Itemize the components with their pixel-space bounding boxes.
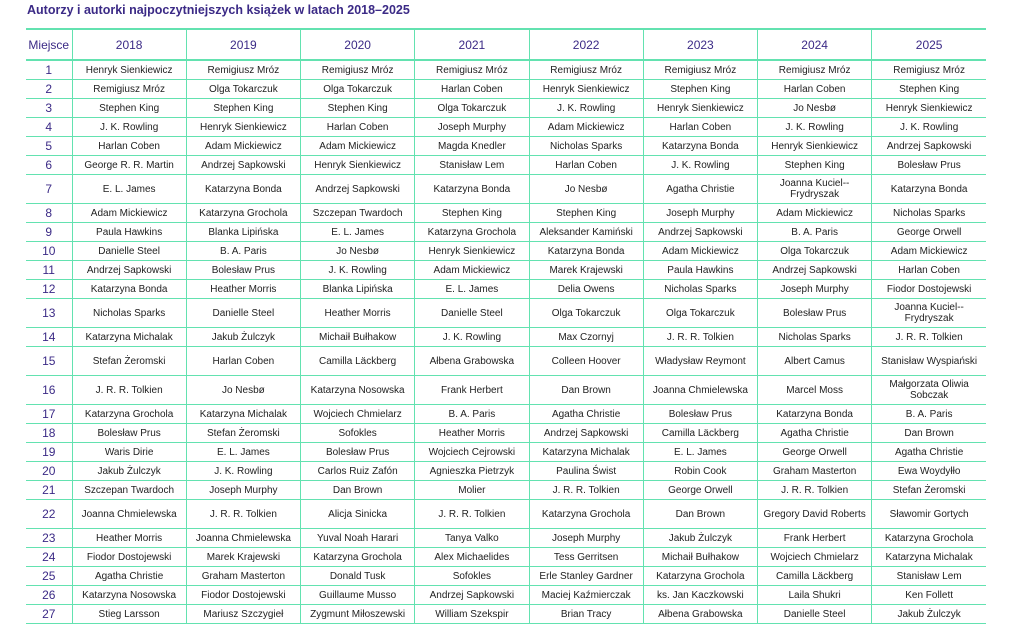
author-cell: Henryk Sienkiewicz: [72, 60, 186, 80]
author-cell: Yuval Noah Harari: [301, 529, 415, 548]
table-row: [26, 99, 986, 118]
table-row: [26, 605, 986, 624]
author-cell: Henryk Sienkiewicz: [529, 80, 643, 99]
table-row: [26, 462, 986, 481]
author-cell: Remigiusz Mróz: [415, 60, 529, 80]
header-rank: Miejsce: [26, 29, 72, 60]
author-cell: Jo Nesbø: [758, 99, 872, 118]
author-cell: Marcel Moss: [758, 376, 872, 405]
author-cell: Graham Masterton: [758, 462, 872, 481]
author-cell: Waris Dirie: [72, 443, 186, 462]
author-cell: Szczepan Twardoch: [72, 481, 186, 500]
author-cell: Andrzej Sapkowski: [186, 156, 300, 175]
author-cell: J. R. R. Tolkien: [72, 376, 186, 405]
author-cell: Stefan Żeromski: [186, 424, 300, 443]
author-cell: Andrzej Sapkowski: [872, 137, 986, 156]
author-cell: Magda Knedler: [415, 137, 529, 156]
author-cell: William Szekspir: [415, 605, 529, 624]
author-cell: George Orwell: [758, 443, 872, 462]
author-cell: Blanka Lipińska: [186, 223, 300, 242]
rank-cell: 5: [26, 137, 72, 156]
author-cell: Heather Morris: [186, 280, 300, 299]
author-cell: Adam Mickiewicz: [758, 204, 872, 223]
author-cell: Andrzej Sapkowski: [758, 261, 872, 280]
author-cell: E. L. James: [301, 223, 415, 242]
author-cell: Bolesław Prus: [72, 424, 186, 443]
rank-cell: 26: [26, 586, 72, 605]
author-cell: Nicholas Sparks: [872, 204, 986, 223]
table-row: [26, 481, 986, 500]
author-cell: Stefan Żeromski: [872, 481, 986, 500]
rank-cell: 18: [26, 424, 72, 443]
rank-cell: 16: [26, 376, 72, 405]
author-cell: Nicholas Sparks: [529, 137, 643, 156]
author-cell: Tanya Valko: [415, 529, 529, 548]
header-year: 2018: [72, 29, 186, 60]
author-cell: Katarzyna Bonda: [186, 175, 300, 204]
author-cell: Joanna Kuciel--Frydryszak: [872, 299, 986, 328]
author-cell: Zygmunt Miłoszewski: [301, 605, 415, 624]
table-row: [26, 328, 986, 347]
author-cell: Wojciech Chmielarz: [301, 405, 415, 424]
rank-cell: 23: [26, 529, 72, 548]
author-cell: Sofokles: [415, 567, 529, 586]
table-row: [26, 156, 986, 175]
author-cell: ks. Jan Kaczkowski: [643, 586, 757, 605]
author-cell: Paula Hawkins: [72, 223, 186, 242]
author-cell: Michaił Bułhakow: [643, 548, 757, 567]
author-cell: Katarzyna Bonda: [72, 280, 186, 299]
header-year: 2019: [186, 29, 300, 60]
rank-cell: 10: [26, 242, 72, 261]
author-cell: Joseph Murphy: [415, 118, 529, 137]
rank-cell: 22: [26, 500, 72, 529]
author-cell: Dan Brown: [301, 481, 415, 500]
author-cell: J. K. Rowling: [186, 462, 300, 481]
author-cell: Delia Owens: [529, 280, 643, 299]
author-cell: Katarzyna Grochola: [872, 529, 986, 548]
author-cell: Katarzyna Grochola: [529, 500, 643, 529]
author-cell: Tess Gerritsen: [529, 548, 643, 567]
table-body: [26, 60, 986, 624]
author-cell: Stefan Żeromski: [72, 347, 186, 376]
author-cell: Sławomir Gortych: [872, 500, 986, 529]
author-cell: Danielle Steel: [186, 299, 300, 328]
author-cell: Dan Brown: [643, 500, 757, 529]
author-cell: Robin Cook: [643, 462, 757, 481]
author-cell: Jakub Żulczyk: [186, 328, 300, 347]
author-cell: Katarzyna Grochola: [301, 548, 415, 567]
author-cell: Wojciech Cejrowski: [415, 443, 529, 462]
author-cell: Katarzyna Grochola: [415, 223, 529, 242]
author-cell: Fiodor Dostojewski: [186, 586, 300, 605]
table-title: Autorzy i autorki najpoczytniejszych książek w latach 2018–2025: [27, 3, 410, 17]
author-cell: Harlan Coben: [72, 137, 186, 156]
author-cell: George Orwell: [872, 223, 986, 242]
table-row: [26, 529, 986, 548]
author-cell: Laila Shukri: [758, 586, 872, 605]
author-cell: Gregory David Roberts: [758, 500, 872, 529]
author-cell: J. R. R. Tolkien: [186, 500, 300, 529]
author-cell: Harlan Coben: [415, 80, 529, 99]
author-cell: Katarzyna Grochola: [186, 204, 300, 223]
header-year: 2020: [301, 29, 415, 60]
author-cell: Małgorzata Oliwia Sobczak: [872, 376, 986, 405]
author-cell: Stephen King: [186, 99, 300, 118]
author-cell: Nicholas Sparks: [72, 299, 186, 328]
author-cell: Nicholas Sparks: [758, 328, 872, 347]
table-row: [26, 242, 986, 261]
author-cell: Andrzej Sapkowski: [72, 261, 186, 280]
author-cell: Stanisław Lem: [415, 156, 529, 175]
author-cell: Stanisław Lem: [872, 567, 986, 586]
author-cell: Carlos Ruiz Zafón: [301, 462, 415, 481]
author-cell: Adam Mickiewicz: [415, 261, 529, 280]
author-cell: Frank Herbert: [415, 376, 529, 405]
author-cell: Harlan Coben: [872, 261, 986, 280]
author-cell: Ken Follett: [872, 586, 986, 605]
author-cell: B. A. Paris: [758, 223, 872, 242]
author-cell: Stephen King: [415, 204, 529, 223]
author-cell: Joanna Kuciel--Frydryszak: [758, 175, 872, 204]
author-cell: Henryk Sienkiewicz: [758, 137, 872, 156]
author-cell: Harlan Coben: [186, 347, 300, 376]
author-cell: Blanka Lipińska: [301, 280, 415, 299]
author-cell: Graham Masterton: [186, 567, 300, 586]
author-cell: Remigiusz Mróz: [529, 60, 643, 80]
author-cell: Bolesław Prus: [872, 156, 986, 175]
author-cell: Frank Herbert: [758, 529, 872, 548]
author-cell: Harlan Coben: [758, 80, 872, 99]
author-cell: Heather Morris: [415, 424, 529, 443]
author-cell: Alicja Sinicka: [301, 500, 415, 529]
rank-cell: 13: [26, 299, 72, 328]
table-row: [26, 424, 986, 443]
author-cell: J. K. Rowling: [643, 156, 757, 175]
table-row: [26, 175, 986, 204]
author-cell: Harlan Coben: [643, 118, 757, 137]
author-cell: Remigiusz Mróz: [643, 60, 757, 80]
author-cell: Adam Mickiewicz: [872, 242, 986, 261]
author-cell: Olga Tokarczuk: [758, 242, 872, 261]
author-cell: E. L. James: [72, 175, 186, 204]
table-row: [26, 567, 986, 586]
author-cell: Olga Tokarczuk: [301, 80, 415, 99]
author-cell: Guillaume Musso: [301, 586, 415, 605]
author-cell: Joanna Chmielewska: [643, 376, 757, 405]
author-cell: Ałbena Grabowska: [415, 347, 529, 376]
author-cell: Paula Hawkins: [643, 261, 757, 280]
author-cell: E. L. James: [643, 443, 757, 462]
author-cell: Albert Camus: [758, 347, 872, 376]
author-cell: J. R. R. Tolkien: [872, 328, 986, 347]
author-cell: Katarzyna Bonda: [643, 137, 757, 156]
author-cell: Henryk Sienkiewicz: [186, 118, 300, 137]
author-cell: Agatha Christie: [529, 405, 643, 424]
table-row: [26, 376, 986, 405]
table-row: [26, 80, 986, 99]
author-cell: Adam Mickiewicz: [72, 204, 186, 223]
author-cell: B. A. Paris: [415, 405, 529, 424]
author-cell: Jakub Żulczyk: [72, 462, 186, 481]
author-cell: Remigiusz Mróz: [758, 60, 872, 80]
author-cell: Stephen King: [301, 99, 415, 118]
author-cell: Molier: [415, 481, 529, 500]
author-cell: Olga Tokarczuk: [643, 299, 757, 328]
author-cell: Danielle Steel: [72, 242, 186, 261]
rank-cell: 1: [26, 60, 72, 80]
author-cell: Marek Krajewski: [186, 548, 300, 567]
author-cell: Maciej Kaźmierczak: [529, 586, 643, 605]
rank-cell: 12: [26, 280, 72, 299]
table-row: [26, 137, 986, 156]
author-cell: Stephen King: [529, 204, 643, 223]
rank-cell: 20: [26, 462, 72, 481]
author-cell: Katarzyna Grochola: [72, 405, 186, 424]
author-cell: Fiodor Dostojewski: [872, 280, 986, 299]
author-cell: Katarzyna Michalak: [872, 548, 986, 567]
author-cell: George R. R. Martin: [72, 156, 186, 175]
rank-cell: 21: [26, 481, 72, 500]
author-cell: Andrzej Sapkowski: [301, 175, 415, 204]
author-cell: Stephen King: [643, 80, 757, 99]
header-year: 2025: [872, 29, 986, 60]
author-cell: Fiodor Dostojewski: [72, 548, 186, 567]
author-cell: Katarzyna Michalak: [529, 443, 643, 462]
author-cell: Katarzyna Bonda: [415, 175, 529, 204]
author-cell: Dan Brown: [872, 424, 986, 443]
table-row: [26, 261, 986, 280]
author-cell: Remigiusz Mróz: [186, 60, 300, 80]
header-year: 2023: [643, 29, 757, 60]
author-cell: Joseph Murphy: [186, 481, 300, 500]
author-cell: Harlan Coben: [301, 118, 415, 137]
rank-cell: 11: [26, 261, 72, 280]
author-cell: Henryk Sienkiewicz: [415, 242, 529, 261]
author-cell: George Orwell: [643, 481, 757, 500]
author-cell: Alex Michaelides: [415, 548, 529, 567]
author-cell: B. A. Paris: [186, 242, 300, 261]
author-cell: Camilla Läckberg: [301, 347, 415, 376]
rank-cell: 8: [26, 204, 72, 223]
author-cell: Camilla Läckberg: [758, 567, 872, 586]
author-cell: Władysław Reymont: [643, 347, 757, 376]
author-cell: Jakub Żulczyk: [872, 605, 986, 624]
author-cell: Joseph Murphy: [529, 529, 643, 548]
author-cell: J. K. Rowling: [872, 118, 986, 137]
ranking-table: [26, 28, 986, 624]
author-cell: Paulina Świst: [529, 462, 643, 481]
author-cell: Agatha Christie: [643, 175, 757, 204]
author-cell: Katarzyna Bonda: [758, 405, 872, 424]
rank-cell: 2: [26, 80, 72, 99]
author-cell: Danielle Steel: [758, 605, 872, 624]
author-cell: Andrzej Sapkowski: [415, 586, 529, 605]
author-cell: Jo Nesbø: [529, 175, 643, 204]
author-cell: Olga Tokarczuk: [186, 80, 300, 99]
rank-cell: 15: [26, 347, 72, 376]
table-row: [26, 280, 986, 299]
header-year: 2021: [415, 29, 529, 60]
author-cell: Joanna Chmielewska: [186, 529, 300, 548]
author-cell: Henryk Sienkiewicz: [301, 156, 415, 175]
author-cell: Andrzej Sapkowski: [529, 424, 643, 443]
rank-cell: 17: [26, 405, 72, 424]
rank-cell: 14: [26, 328, 72, 347]
table-row: [26, 548, 986, 567]
table-row: [26, 204, 986, 223]
author-cell: Harlan Coben: [529, 156, 643, 175]
author-cell: Donald Tusk: [301, 567, 415, 586]
author-cell: Katarzyna Nosowska: [301, 376, 415, 405]
author-cell: Michaił Bułhakow: [301, 328, 415, 347]
table-row: [26, 500, 986, 529]
author-cell: Brian Tracy: [529, 605, 643, 624]
author-cell: Max Czornyj: [529, 328, 643, 347]
author-cell: Henryk Sienkiewicz: [643, 99, 757, 118]
rank-cell: 19: [26, 443, 72, 462]
author-cell: Joseph Murphy: [758, 280, 872, 299]
table-row: [26, 223, 986, 242]
author-cell: Jakub Żulczyk: [643, 529, 757, 548]
author-cell: Bolesław Prus: [758, 299, 872, 328]
author-cell: Heather Morris: [301, 299, 415, 328]
author-cell: E. L. James: [186, 443, 300, 462]
author-cell: J. K. Rowling: [72, 118, 186, 137]
author-cell: J. R. R. Tolkien: [643, 328, 757, 347]
author-cell: Agatha Christie: [872, 443, 986, 462]
author-cell: J. K. Rowling: [301, 261, 415, 280]
author-cell: Bolesław Prus: [186, 261, 300, 280]
author-cell: Bolesław Prus: [301, 443, 415, 462]
author-cell: Nicholas Sparks: [643, 280, 757, 299]
author-cell: Adam Mickiewicz: [186, 137, 300, 156]
author-cell: Adam Mickiewicz: [301, 137, 415, 156]
author-cell: Jo Nesbø: [186, 376, 300, 405]
author-cell: Stephen King: [72, 99, 186, 118]
author-cell: B. A. Paris: [872, 405, 986, 424]
author-cell: Colleen Hoover: [529, 347, 643, 376]
author-cell: Stieg Larsson: [72, 605, 186, 624]
author-cell: E. L. James: [415, 280, 529, 299]
author-cell: J. R. R. Tolkien: [529, 481, 643, 500]
author-cell: J. K. Rowling: [758, 118, 872, 137]
author-cell: Ałbena Grabowska: [643, 605, 757, 624]
rank-cell: 7: [26, 175, 72, 204]
author-cell: Aleksander Kamiński: [529, 223, 643, 242]
author-cell: Marek Krajewski: [529, 261, 643, 280]
table-row: [26, 586, 986, 605]
author-cell: Stephen King: [872, 80, 986, 99]
rank-cell: 24: [26, 548, 72, 567]
author-cell: Szczepan Twardoch: [301, 204, 415, 223]
author-cell: Katarzyna Grochola: [643, 567, 757, 586]
author-cell: Erle Stanley Gardner: [529, 567, 643, 586]
author-cell: Camilla Läckberg: [643, 424, 757, 443]
author-cell: Katarzyna Bonda: [529, 242, 643, 261]
table-row: [26, 60, 986, 80]
header-year: 2024: [758, 29, 872, 60]
author-cell: Jo Nesbø: [301, 242, 415, 261]
author-cell: Henryk Sienkiewicz: [872, 99, 986, 118]
author-cell: Katarzyna Bonda: [872, 175, 986, 204]
author-cell: Stephen King: [758, 156, 872, 175]
author-cell: Katarzyna Nosowska: [72, 586, 186, 605]
author-cell: Remigiusz Mróz: [301, 60, 415, 80]
author-cell: Danielle Steel: [415, 299, 529, 328]
author-cell: Wojciech Chmielarz: [758, 548, 872, 567]
author-cell: Dan Brown: [529, 376, 643, 405]
author-cell: Katarzyna Michalak: [72, 328, 186, 347]
author-cell: Ewa Woydyłło: [872, 462, 986, 481]
rank-cell: 25: [26, 567, 72, 586]
author-cell: Agnieszka Pietrzyk: [415, 462, 529, 481]
author-cell: Remigiusz Mróz: [72, 80, 186, 99]
author-cell: J. R. R. Tolkien: [415, 500, 529, 529]
rank-cell: 6: [26, 156, 72, 175]
author-cell: Mariusz Szczygieł: [186, 605, 300, 624]
rank-cell: 4: [26, 118, 72, 137]
author-cell: Agatha Christie: [72, 567, 186, 586]
author-cell: Agatha Christie: [758, 424, 872, 443]
table-row: [26, 405, 986, 424]
author-cell: Joanna Chmielewska: [72, 500, 186, 529]
author-cell: Olga Tokarczuk: [529, 299, 643, 328]
author-cell: Olga Tokarczuk: [415, 99, 529, 118]
author-cell: Heather Morris: [72, 529, 186, 548]
author-cell: Adam Mickiewicz: [529, 118, 643, 137]
author-cell: Katarzyna Michalak: [186, 405, 300, 424]
table-row: [26, 118, 986, 137]
rank-cell: 3: [26, 99, 72, 118]
author-cell: Stanisław Wyspiański: [872, 347, 986, 376]
author-cell: J. K. Rowling: [415, 328, 529, 347]
rank-cell: 27: [26, 605, 72, 624]
rank-cell: 9: [26, 223, 72, 242]
table-row: [26, 443, 986, 462]
author-cell: Bolesław Prus: [643, 405, 757, 424]
author-cell: J. R. R. Tolkien: [758, 481, 872, 500]
author-cell: Sofokles: [301, 424, 415, 443]
author-cell: Remigiusz Mróz: [872, 60, 986, 80]
author-cell: Andrzej Sapkowski: [643, 223, 757, 242]
author-cell: Adam Mickiewicz: [643, 242, 757, 261]
author-cell: Joseph Murphy: [643, 204, 757, 223]
table-row: [26, 299, 986, 328]
header-year: 2022: [529, 29, 643, 60]
table-row: [26, 347, 986, 376]
author-cell: J. K. Rowling: [529, 99, 643, 118]
header-row: [26, 29, 986, 60]
